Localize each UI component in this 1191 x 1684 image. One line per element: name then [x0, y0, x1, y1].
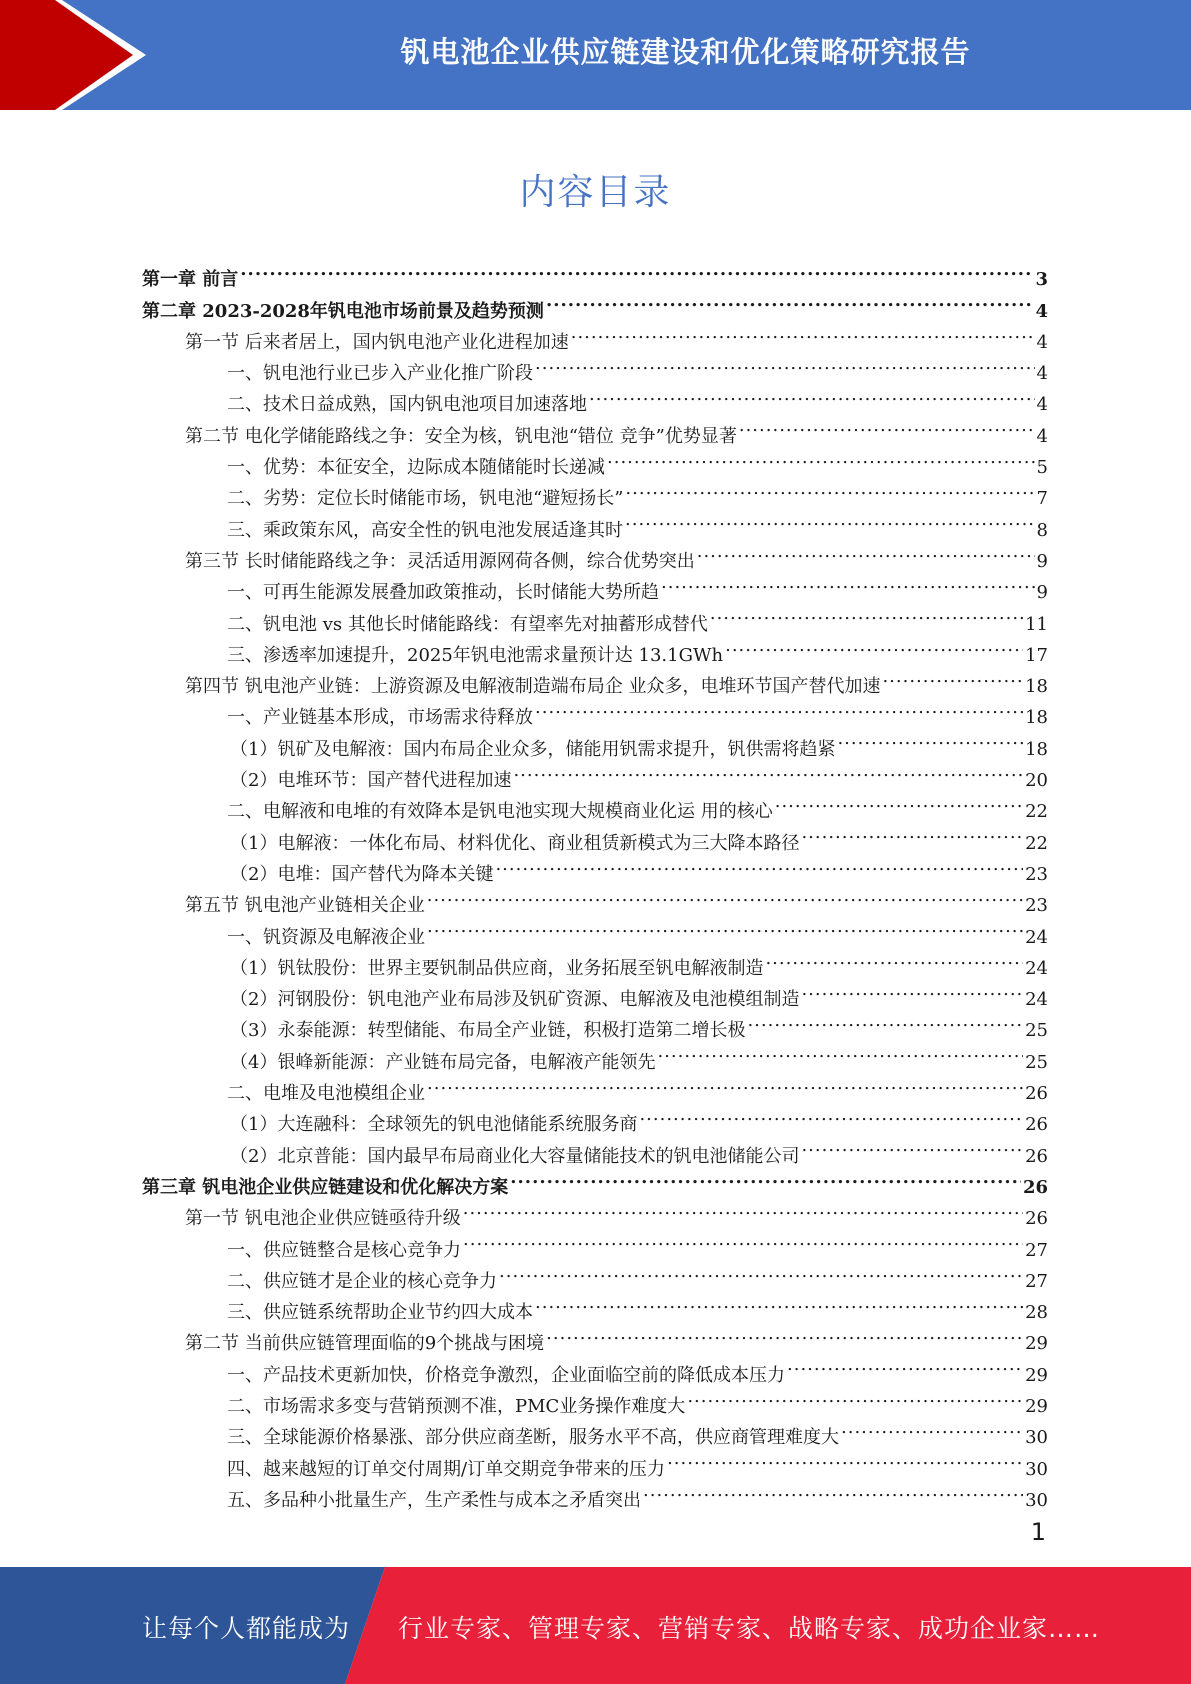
toc-entry-page: 18 — [1025, 707, 1048, 729]
toc-entry-page: 28 — [1025, 1302, 1048, 1324]
toc-leader-dots — [841, 1412, 1023, 1443]
toc-entry-title: 二、电解液和电堆的有效降本是钒电池实现大规模商业化运 用的核心 — [227, 801, 773, 823]
footer-slogan-left: 让每个人都能成为 — [142, 1614, 351, 1643]
toc-leader-dots — [546, 285, 1034, 316]
toc-entry-title: 第一节 后来者居上，国内钒电池产业化进程加速 — [185, 331, 569, 353]
toc-leader-dots — [240, 254, 1033, 285]
toc-leader-dots — [427, 880, 1023, 911]
toc-entry-page: 4 — [1035, 300, 1048, 322]
toc-entry-title: 第三节 长时储能路线之争：灵活适用源网荷各侧，综合优势突出 — [185, 550, 695, 572]
toc-entry-title: （2）电堆：国产替代为降本关键 — [230, 863, 494, 885]
toc-leader-dots — [625, 504, 1035, 535]
toc-entry-title: 一、钒资源及电解液企业 — [227, 926, 425, 948]
toc-leader-dots — [667, 1443, 1023, 1474]
toc-leader-dots — [571, 317, 1035, 348]
toc-leader-dots — [463, 1193, 1023, 1224]
toc-leader-dots — [710, 598, 1023, 629]
toc-entry-page: 24 — [1025, 957, 1048, 979]
toc-entry-title: 一、优势：本征安全，边际成本随储能时长递减 — [227, 457, 605, 479]
toc-leader-dots — [535, 348, 1035, 379]
toc-leader-dots — [427, 911, 1023, 942]
toc-entry[interactable] — [142, 285, 1048, 322]
toc-leader-dots — [463, 1224, 1023, 1255]
toc-entry-page: 26 — [1025, 1208, 1048, 1230]
toc-entry-page: 26 — [1022, 1176, 1048, 1198]
toc-leader-dots — [513, 755, 1023, 786]
toc-entry-page: 4 — [1036, 331, 1048, 353]
toc-leader-dots — [495, 849, 1023, 880]
toc-leader-dots — [661, 567, 1035, 598]
toc-leader-dots — [510, 1162, 1021, 1193]
toc-leader-dots — [589, 379, 1035, 410]
toc-leader-dots — [427, 1068, 1023, 1099]
toc-entry-page: 3 — [1035, 269, 1048, 291]
toc-entry-page: 24 — [1025, 926, 1048, 948]
toc-leader-dots — [739, 410, 1035, 441]
toc-entry-title: 五、多品种小批量生产，生产柔性与成本之矛盾突出 — [227, 1489, 641, 1511]
toc-leader-dots — [657, 1036, 1023, 1067]
toc-entry-title: 第二章 2023-2028年钒电池市场前景及趋势预测 — [142, 300, 544, 322]
toc-entry-page: 24 — [1025, 989, 1048, 1011]
toc-entry-page: 26 — [1025, 1145, 1048, 1167]
toc-entry-title: 第二节 电化学储能路线之争：安全为核，钒电池“错位 竞争”优势显著 — [185, 425, 737, 447]
toc-entry-page: 4 — [1036, 394, 1048, 416]
toc-entry-page: 18 — [1025, 676, 1048, 698]
toc-entry-title: （1）钒矿及电解液：国内布局企业众多，储能用钒需求提升，钒供需将趋紧 — [230, 738, 836, 760]
toc-leader-dots — [801, 1130, 1023, 1161]
toc-entry-title: 三、渗透率加速提升，2025年钒电池需求量预计达 13.1GWh — [227, 644, 724, 666]
toc-entry-title: （3）永泰能源：转型储能、布局全产业链，积极打造第二增长极 — [230, 1020, 746, 1042]
toc-entry-page: 22 — [1025, 801, 1048, 823]
toc-entry-title: 第四节 钒电池产业链：上游资源及电解液制造端布局企 业众多，电堆环节国产替代加速 — [185, 676, 881, 698]
toc-entry-title: 一、供应链整合是核心竞争力 — [227, 1239, 461, 1261]
toc-entry-page: 29 — [1025, 1395, 1048, 1417]
toc-entry-page: 4 — [1036, 425, 1048, 447]
toc-leader-dots — [546, 1318, 1023, 1349]
toc-entry-title: （1）大连融科：全球领先的钒电池储能系统服务商 — [230, 1114, 638, 1136]
toc-entry-title: 二、技术日益成熟，国内钒电池项目加速落地 — [227, 394, 587, 416]
report-title: 钒电池企业供应链建设和优化策略研究报告 — [400, 35, 971, 69]
toc-entry-page: 27 — [1025, 1270, 1048, 1292]
toc-entry-page: 25 — [1025, 1051, 1048, 1073]
toc-leader-dots — [687, 1381, 1023, 1412]
toc-leader-dots — [882, 661, 1023, 692]
toc-entry-page: 27 — [1025, 1239, 1048, 1261]
table-of-contents — [142, 254, 1048, 1511]
header-band — [0, 0, 1191, 110]
toc-entry-page: 30 — [1025, 1427, 1048, 1449]
toc-leader-dots — [639, 1099, 1023, 1130]
toc-entry-title: 第一章 前言 — [142, 269, 239, 291]
toc-entry-page: 9 — [1036, 582, 1048, 604]
toc-entry-title: 三、全球能源价格暴涨、部分供应商垄断，服务水平不高，供应商管理难度大 — [227, 1427, 839, 1449]
toc-leader-dots — [787, 1349, 1023, 1380]
toc-entry-title: （1）电解液：一体化布局、材料优化、商业租赁新模式为三大降本路径 — [230, 832, 800, 854]
toc-entry[interactable] — [142, 254, 1048, 291]
toc-entry-page: 17 — [1025, 644, 1048, 666]
toc-entry-title: 第三章 钒电池企业供应链建设和优化解决方案 — [142, 1176, 509, 1198]
toc-leader-dots — [499, 1256, 1023, 1287]
footer-slogan-right: 行业专家、管理专家、营销专家、战略专家、成功企业家…… — [398, 1614, 1101, 1643]
toc-entry-title: 二、钒电池 vs 其他长时储能路线：有望率先对抽蓄形成替代 — [227, 613, 708, 635]
toc-entry-title: 二、劣势：定位长时储能市场，钒电池“避短扬长” — [227, 488, 624, 510]
toc-entry-title: 一、产业链基本形成，市场需求待释放 — [227, 707, 533, 729]
toc-entry-title: （1）钒钛股份：世界主要钒制品供应商，业务拓展至钒电解液制造 — [230, 957, 764, 979]
toc-entry-page: 23 — [1025, 863, 1048, 885]
toc-entry-page: 11 — [1025, 613, 1048, 635]
toc-entry-title: （4）银峰新能源：产业链布局完备，电解液产能领先 — [230, 1051, 656, 1073]
toc-leader-dots — [801, 974, 1023, 1005]
toc-entry-title: 二、市场需求多变与营销预测不准，PMC业务操作难度大 — [227, 1395, 686, 1417]
toc-entry-title: 一、可再生能源发展叠加政策推动，长时储能大势所趋 — [227, 582, 659, 604]
toc-leader-dots — [535, 692, 1023, 723]
toc-entry-title: 一、钒电池行业已步入产业化推广阶段 — [227, 363, 533, 385]
toc-entry-title: 三、乘政策东风，高安全性的钒电池发展适逢其时 — [227, 519, 623, 541]
red-chevron-icon — [0, 0, 160, 110]
toc-entry-page: 29 — [1025, 1364, 1048, 1386]
toc-leader-dots — [747, 1005, 1023, 1036]
footer-band — [0, 1567, 1191, 1684]
toc-leader-dots — [837, 723, 1023, 754]
toc-entry-page: 4 — [1036, 363, 1048, 385]
toc-entry-page: 30 — [1025, 1489, 1048, 1511]
toc-entry-title: （2）电堆环节：国产替代进程加速 — [230, 770, 512, 792]
toc-entry-title: 二、电堆及电池模组企业 — [227, 1083, 425, 1105]
toc-entry-title: 三、供应链系统帮助企业节约四大成本 — [227, 1302, 533, 1324]
toc-entry-title: 四、越来越短的订单交付周期/订单交期竞争带来的压力 — [227, 1458, 666, 1480]
toc-entry-title: （2）河钢股份：钒电池产业布局涉及钒矿资源、电解液及电池模组制造 — [230, 989, 800, 1011]
toc-entry-title: 第五节 钒电池产业链相关企业 — [185, 895, 425, 917]
toc-leader-dots — [643, 1475, 1023, 1506]
toc-entry-title: 第二节 当前供应链管理面临的9个挑战与困境 — [185, 1333, 545, 1355]
toc-entry-title: 二、供应链才是企业的核心竞争力 — [227, 1270, 497, 1292]
toc-entry-page: 26 — [1025, 1114, 1048, 1136]
toc-leader-dots — [697, 536, 1035, 567]
toc-leader-dots — [725, 630, 1023, 661]
toc-heading: 内容目录 — [519, 172, 672, 213]
toc-entry-page: 9 — [1036, 550, 1048, 572]
toc-entry-page: 23 — [1025, 895, 1048, 917]
toc-entry-page: 18 — [1025, 738, 1048, 760]
toc-entry-title: 第一节 钒电池企业供应链亟待升级 — [185, 1208, 461, 1230]
toc-entry-page: 29 — [1025, 1333, 1048, 1355]
toc-entry-page: 5 — [1036, 457, 1048, 479]
toc-leader-dots — [775, 786, 1023, 817]
toc-leader-dots — [607, 442, 1035, 473]
toc-entry-page: 25 — [1025, 1020, 1048, 1042]
toc-entry-page: 20 — [1025, 770, 1048, 792]
toc-entry-title: （2）北京普能：国内最早布局商业化大容量储能技术的钒电池储能公司 — [230, 1145, 800, 1167]
toc-leader-dots — [625, 473, 1034, 504]
page-number: 1 — [1030, 1518, 1046, 1546]
toc-entry-page: 30 — [1025, 1458, 1048, 1480]
toc-entry-page: 7 — [1036, 488, 1048, 510]
toc-entry-page: 26 — [1025, 1083, 1048, 1105]
toc-leader-dots — [801, 817, 1023, 848]
toc-entry-page: 22 — [1025, 832, 1048, 854]
toc-leader-dots — [535, 1287, 1023, 1318]
toc-entry-page: 8 — [1036, 519, 1048, 541]
toc-leader-dots — [765, 943, 1023, 974]
toc-entry-title: 一、产品技术更新加快，价格竞争激烈，企业面临空前的降低成本压力 — [227, 1364, 785, 1386]
